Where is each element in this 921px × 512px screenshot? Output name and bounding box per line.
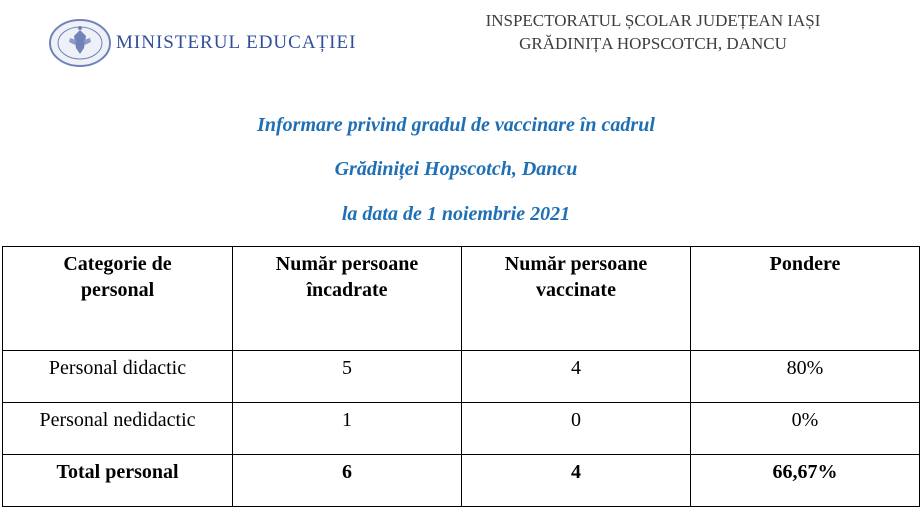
cell-employed: 5 <box>233 351 462 403</box>
ministry-logo <box>48 18 356 68</box>
table-total-row <box>3 455 920 507</box>
table-row <box>3 403 920 455</box>
table-header-row <box>3 247 920 351</box>
document-title-line-2: Grădiniței Hopscotch, Dancu <box>334 158 578 180</box>
cell-total-share: 66,67% <box>691 455 920 507</box>
document-title-line-1: Informare privind gradul de vaccinare în cadrul <box>257 114 655 136</box>
document-title-line-3: la data de 1 noiembrie 2021 <box>341 203 571 225</box>
column-header-vaccinated: Număr persoane vaccinate <box>462 247 691 351</box>
cell-share: 80% <box>691 351 920 403</box>
cell-category: Personal didactic <box>3 351 233 403</box>
cell-employed: 1 <box>233 403 462 455</box>
cell-vaccinated: 4 <box>462 351 691 403</box>
table-row <box>3 351 920 403</box>
school-name: GRĂDINIȚA HOPSCOTCH, DANCU <box>519 34 787 53</box>
cell-total-vaccinated: 4 <box>462 455 691 507</box>
cell-category: Personal nedidactic <box>3 403 233 455</box>
ministry-name: MINISTERUL EDUCAȚIEI <box>116 32 357 53</box>
cell-total-label: Total personal <box>3 455 233 507</box>
column-header-category: Categorie de personal <box>3 247 233 351</box>
cell-vaccinated: 0 <box>462 403 691 455</box>
cell-share: 0% <box>691 403 920 455</box>
column-header-employed: Număr persoane încadrate <box>233 247 462 351</box>
vaccination-table <box>2 246 920 507</box>
inspectorate-name: INSPECTORATUL ȘCOLAR JUDEȚEAN IAȘI <box>485 11 821 30</box>
column-header-share: Pondere <box>691 247 920 351</box>
government-seal-icon <box>48 18 112 68</box>
cell-total-employed: 6 <box>233 455 462 507</box>
